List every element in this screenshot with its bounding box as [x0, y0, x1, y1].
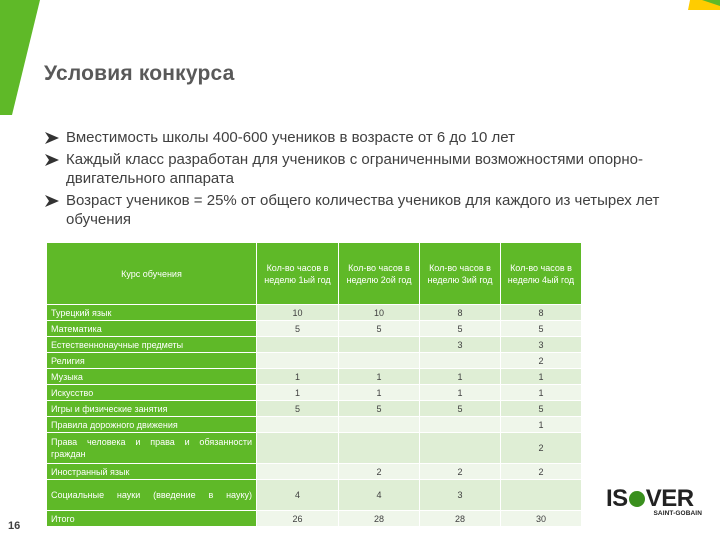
hours-year-2	[339, 353, 420, 369]
hours-year-4: 8	[501, 305, 582, 321]
hours-year-3	[420, 353, 501, 369]
hours-year-1: 4	[257, 480, 339, 511]
header-year-1: Кол-во часов в неделю 1ый год	[257, 243, 339, 305]
hours-year-3: 1	[420, 369, 501, 385]
hours-year-1	[257, 337, 339, 353]
header-year-4: Кол-во часов в неделю 4ый год	[501, 243, 582, 305]
hours-year-2: 4	[339, 480, 420, 511]
hours-year-3: 8	[420, 305, 501, 321]
subject-name: Математика	[47, 321, 257, 337]
hours-year-4: 30	[501, 511, 582, 527]
hours-year-1	[257, 433, 339, 464]
table-row	[47, 337, 582, 353]
subject-name: Религия	[47, 353, 257, 369]
table-row	[47, 433, 582, 464]
hours-year-3: 3	[420, 480, 501, 511]
bullet-item	[44, 150, 674, 188]
logo-subtitle: SAINT-GOBAIN	[653, 510, 702, 517]
hours-year-3: 1	[420, 385, 501, 401]
table-row	[47, 401, 582, 417]
hours-year-4: 1	[501, 417, 582, 433]
bullet-text: Возраст учеников = 25% от общего количества учеников для каждого из четырех лет обучения	[66, 192, 660, 228]
subject-name: Социальные науки (введение в науку)	[47, 480, 257, 511]
arrow-bullet-icon	[45, 154, 59, 166]
table-row	[47, 480, 582, 511]
bullet-item	[44, 191, 674, 229]
hours-year-1: 1	[257, 369, 339, 385]
hours-year-3: 2	[420, 464, 501, 480]
table-row	[47, 385, 582, 401]
subject-name: Итого	[47, 511, 257, 527]
subject-name: Искусство	[47, 385, 257, 401]
subject-name: Игры и физические занятия	[47, 401, 257, 417]
arrow-bullet-icon	[45, 132, 59, 144]
hours-year-2: 5	[339, 321, 420, 337]
table-row	[47, 369, 582, 385]
hours-year-4: 2	[501, 353, 582, 369]
header-year-3: Кол-во часов в неделю 3ий год	[420, 243, 501, 305]
logo-word-left: IS	[606, 485, 628, 512]
hours-year-4: 1	[501, 369, 582, 385]
hours-year-4: 5	[501, 321, 582, 337]
hours-year-4: 3	[501, 337, 582, 353]
logo-o-icon	[629, 491, 645, 507]
hours-year-3: 28	[420, 511, 501, 527]
hours-year-1	[257, 417, 339, 433]
hours-year-4: 5	[501, 401, 582, 417]
table-row	[47, 305, 582, 321]
hours-year-3: 5	[420, 321, 501, 337]
hours-year-2	[339, 337, 420, 353]
hours-year-2: 10	[339, 305, 420, 321]
hours-year-3	[420, 417, 501, 433]
hours-year-3: 3	[420, 337, 501, 353]
hours-year-1: 10	[257, 305, 339, 321]
hours-year-4: 2	[501, 464, 582, 480]
subject-name: Права человека и права и обязанности граждан	[47, 433, 257, 464]
hours-year-3	[420, 433, 501, 464]
page-number: 16	[8, 520, 21, 532]
hours-year-3: 5	[420, 401, 501, 417]
subject-name: Турецкий язык	[47, 305, 257, 321]
header-year-2: Кол-во часов в неделю 2ой год	[339, 243, 420, 305]
hours-year-2: 1	[339, 385, 420, 401]
hours-year-1: 5	[257, 401, 339, 417]
subject-name: Иностранный язык	[47, 464, 257, 480]
slide-title: Условия конкурса	[44, 62, 235, 85]
bullet-text: Вместимость школы 400-600 учеников в возрасте от 6 до 10 лет	[66, 129, 515, 146]
hours-year-4: 2	[501, 433, 582, 464]
subject-name: Естественнонаучные предметы	[47, 337, 257, 353]
hours-year-2	[339, 433, 420, 464]
hours-year-4: 1	[501, 385, 582, 401]
hours-year-1: 1	[257, 385, 339, 401]
hours-year-1	[257, 353, 339, 369]
hours-year-4	[501, 480, 582, 511]
hours-year-2: 28	[339, 511, 420, 527]
isover-logo	[606, 486, 702, 520]
bullet-list	[44, 128, 674, 232]
hours-year-2	[339, 417, 420, 433]
logo-wordmark	[606, 486, 694, 512]
table-row	[47, 353, 582, 369]
hours-year-2: 5	[339, 401, 420, 417]
bullet-text: Каждый класс разработан для учеников с ограниченными возможностями опорно-двигательного аппарата	[66, 151, 644, 187]
table-row	[47, 321, 582, 337]
table-row	[47, 464, 582, 480]
curriculum-table	[46, 242, 582, 527]
hours-year-1: 5	[257, 321, 339, 337]
hours-year-2: 1	[339, 369, 420, 385]
green-stripe	[0, 0, 40, 115]
header-decoration	[0, 0, 720, 115]
subject-name: Правила дорожного движения	[47, 417, 257, 433]
subject-name: Музыка	[47, 369, 257, 385]
bullet-item	[44, 128, 674, 147]
header-course: Курс обучения	[47, 243, 257, 305]
table-row-total	[47, 511, 582, 527]
hours-year-1	[257, 464, 339, 480]
hours-year-1: 26	[257, 511, 339, 527]
logo-word-right: VER	[645, 485, 694, 512]
arrow-bullet-icon	[45, 195, 59, 207]
hours-year-2: 2	[339, 464, 420, 480]
table-row	[47, 417, 582, 433]
table-header-row	[47, 243, 582, 305]
